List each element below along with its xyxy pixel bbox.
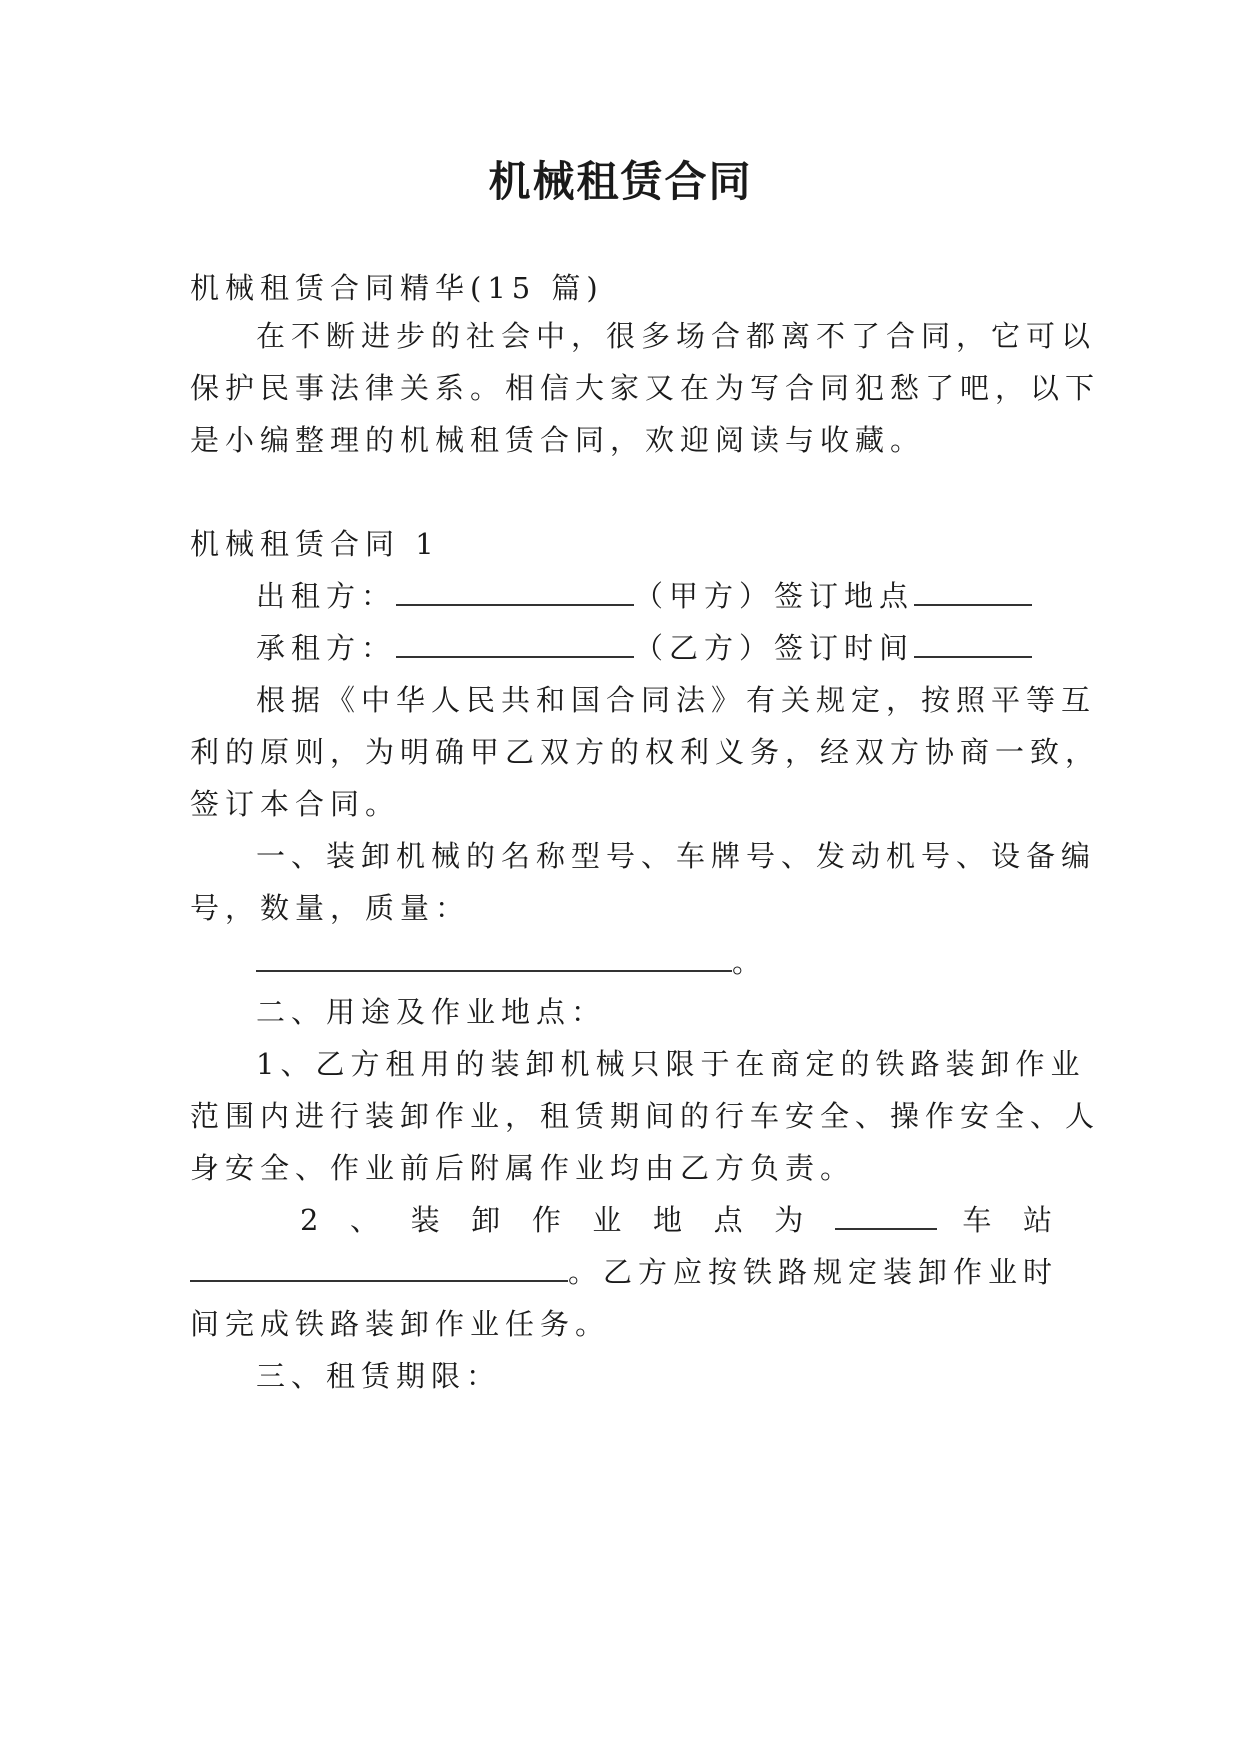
clause2-item1-line-3: 身安全、作业前后附属作业均由乙方负责。 bbox=[190, 1151, 856, 1185]
intro-line-2: 保护民事法律关系。相信大家又在为写合同犯愁了吧，以下 bbox=[190, 371, 1101, 405]
clause1-fill-line bbox=[256, 940, 1060, 984]
lessor-name-blank bbox=[396, 574, 634, 606]
item2-char: 装 bbox=[410, 1203, 446, 1237]
clause2-item2-line-2 bbox=[190, 1250, 1060, 1294]
clause2-item2-line-1 bbox=[300, 1198, 1058, 1242]
item2-number: 2 bbox=[300, 1203, 325, 1237]
equipment-details-blank bbox=[256, 940, 732, 972]
lessor-label: 出租方： bbox=[256, 579, 397, 613]
item2-char: 作 bbox=[531, 1203, 567, 1237]
section-heading: 机械租赁合同 1 bbox=[190, 527, 440, 561]
intro-line-3: 是小编整理的机械租赁合同，欢迎阅读与收藏。 bbox=[190, 423, 926, 457]
lessor-line bbox=[256, 574, 1060, 618]
item2-station-char: 站 bbox=[1022, 1203, 1058, 1237]
signing-place-blank bbox=[914, 574, 1032, 606]
lessee-party-label: （乙方）签订时间 bbox=[634, 631, 915, 665]
basis-line-3: 签订本合同。 bbox=[190, 787, 401, 821]
lessee-name-blank bbox=[396, 626, 634, 658]
item2-char: 点 bbox=[713, 1203, 749, 1237]
item2-station-char: 车 bbox=[962, 1203, 998, 1237]
clause2-item1-line-2: 范围内进行装卸作业，租赁期间的行车安全、操作安全、人 bbox=[190, 1099, 1101, 1133]
item2-comma: 、 bbox=[350, 1203, 386, 1237]
document-subtitle: 机械租赁合同精华(15 篇) bbox=[190, 271, 604, 305]
item2-char: 业 bbox=[592, 1203, 628, 1237]
clause1-line-2: 号，数量，质量： bbox=[190, 891, 471, 925]
clause2-heading: 二、用途及作业地点： bbox=[256, 995, 607, 1029]
basis-line-1: 根据《中华人民共和国合同法》有关规定，按照平等互 bbox=[256, 683, 1097, 717]
item2-line2-text: 。乙方应按铁路规定装卸作业时 bbox=[568, 1255, 1059, 1289]
signing-time-blank bbox=[914, 626, 1032, 658]
item2-char: 为 bbox=[774, 1203, 810, 1237]
clause2-item1-line-1: 1、乙方租用的装卸机械只限于在商定的铁路装卸作业 bbox=[256, 1047, 1086, 1081]
clause1-line-1: 一、装卸机械的名称型号、车牌号、发动机号、设备编 bbox=[256, 839, 1097, 873]
station-name-blank bbox=[835, 1198, 937, 1230]
document-title: 机械租赁合同 bbox=[488, 157, 753, 206]
item2-char: 卸 bbox=[471, 1203, 507, 1237]
lessee-label: 承租方： bbox=[256, 631, 397, 665]
intro-line-1: 在不断进步的社会中，很多场合都离不了合同，它可以 bbox=[256, 319, 1097, 353]
clause1-end-mark: 。 bbox=[732, 945, 768, 979]
clause2-item2-line-3: 间完成铁路装卸作业任务。 bbox=[190, 1307, 611, 1341]
clause3-heading: 三、租赁期限： bbox=[256, 1359, 502, 1393]
item2-char: 地 bbox=[653, 1203, 689, 1237]
lessor-party-label: （甲方）签订地点 bbox=[634, 579, 915, 613]
work-location-blank bbox=[190, 1250, 568, 1282]
basis-line-2: 利的原则，为明确甲乙双方的权利义务，经双方协商一致， bbox=[190, 735, 1101, 769]
lessee-line bbox=[256, 626, 1060, 670]
